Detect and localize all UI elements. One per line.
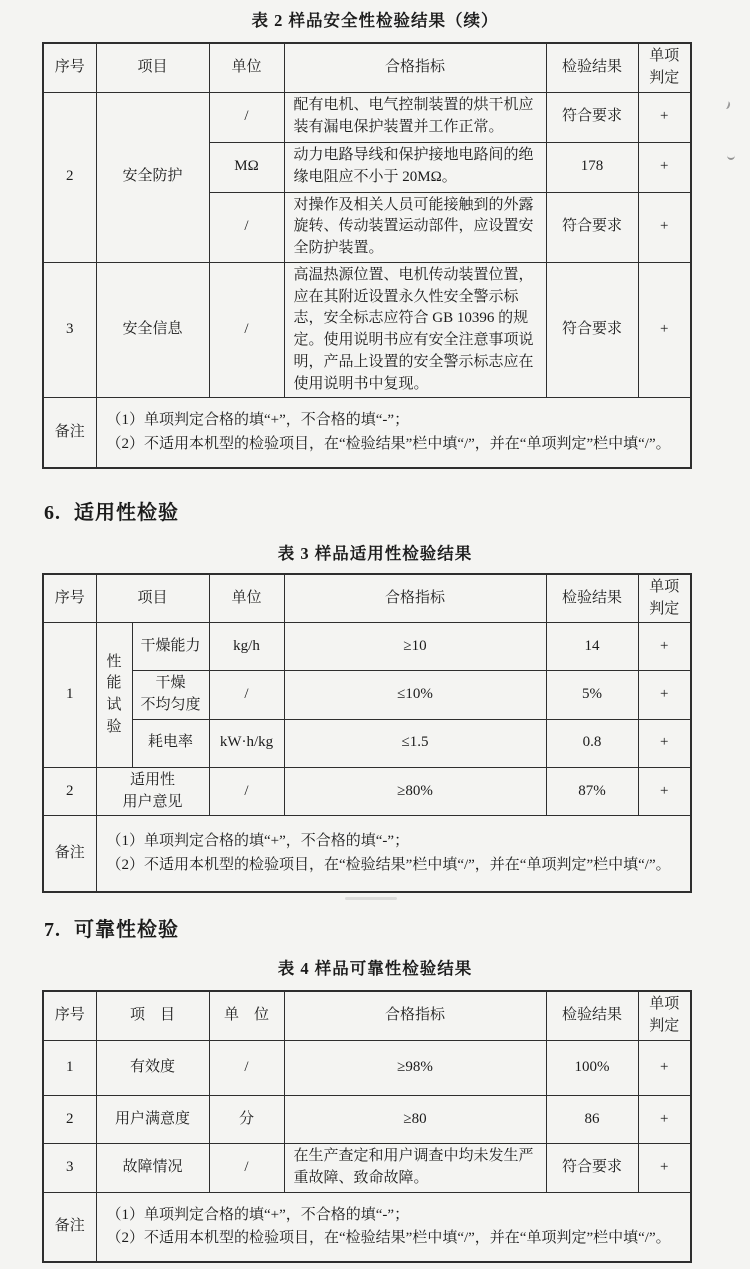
table-row: [43, 1144, 691, 1193]
table-row: [43, 92, 691, 142]
t3-notes: [96, 816, 691, 892]
scan-artifact: [727, 151, 735, 160]
t2-row2a-result: 符合要求: [546, 92, 638, 142]
t4-row3-judgement: +: [638, 1144, 691, 1193]
t4-row2-unit: 分: [209, 1096, 284, 1144]
t2-header-result: 检验结果: [546, 43, 638, 92]
t2-row2a-judgement: +: [638, 92, 691, 142]
section-6-number: 6.: [44, 501, 61, 524]
item-line-2: 不均匀度: [140, 697, 201, 713]
t3-row1b-judgement: +: [638, 671, 691, 720]
t2-header-no: 序号: [43, 43, 96, 92]
t2-row2c-judgement: +: [638, 192, 691, 262]
t2-row3-result: 符合要求: [546, 262, 638, 398]
t2-row2-no: 2: [43, 92, 96, 262]
t3-row2-item: [96, 767, 209, 816]
t4-row2-judgement: +: [638, 1096, 691, 1144]
reliability-table: [42, 990, 692, 1264]
t2-header-item: 项目: [96, 43, 209, 92]
section-6-heading: [44, 496, 750, 525]
t3-header-unit: 单位: [209, 574, 284, 623]
t3-header-judgement: 单项判定: [638, 574, 691, 623]
table-row: [43, 767, 691, 816]
notes-row: [43, 816, 691, 892]
t4-row3-result: 符合要求: [546, 1144, 638, 1193]
t2-row2c-criteria: 对操作及相关人员可能接触到的外露旋转、传动装置运动部件，应设置安全防护装置。: [284, 192, 546, 262]
notes-row: [43, 1192, 691, 1262]
t4-row1-unit: /: [209, 1041, 284, 1096]
notes-row: [43, 398, 691, 468]
t2-row2b-judgement: +: [638, 142, 691, 192]
t3-row1a-unit: kg/h: [209, 623, 284, 671]
note-line-1: （1）单项判定合格的填“+”，不合格的填“-”；: [106, 412, 410, 429]
t3-row1c-unit: kW·h/kg: [209, 719, 284, 767]
section-7-heading: [44, 913, 750, 942]
t3-row1b-criteria: ≤10%: [284, 671, 546, 720]
t2-row2c-unit: /: [209, 192, 284, 262]
t2-row2b-unit: MΩ: [209, 142, 284, 192]
t4-row2-item: 用户满意度: [96, 1096, 209, 1144]
t4-row1-criteria: ≥98%: [284, 1041, 546, 1096]
t3-row1a-result: 14: [546, 623, 638, 671]
t3-group1-no: 1: [43, 623, 96, 768]
table-row: [43, 671, 691, 720]
t2-header-unit: 单位: [209, 43, 284, 92]
t2-row2b-criteria: 动力电路导线和保护接地电路间的绝缘电阻应不小于 20MΩ。: [284, 142, 546, 192]
safety-table: [42, 42, 692, 469]
t3-row1a-criteria: ≥10: [284, 623, 546, 671]
t4-row2-result: 86: [546, 1096, 638, 1144]
t3-row1c-result: 0.8: [546, 719, 638, 767]
t4-header-unit: 单 位: [209, 991, 284, 1041]
item-line-1: 干燥能力: [140, 637, 201, 654]
table2-title: 表 2 样品安全性检验结果（续）: [251, 11, 499, 30]
t4-header-judgement: 单项判定: [638, 991, 691, 1041]
item-line-1: 耗电率: [148, 734, 194, 751]
t3-row1a-item: [132, 623, 209, 671]
t2-row2a-unit: /: [209, 92, 284, 142]
t4-header-no: 序号: [43, 991, 96, 1041]
note-line-1: （1）单项判定合格的填“+”，不合格的填“-”；: [106, 833, 410, 850]
scan-artifact: [723, 100, 731, 109]
table-row: [43, 719, 691, 767]
t3-notes-label: 备注: [43, 816, 96, 892]
t4-notes: [96, 1192, 691, 1262]
note-line-2: （2）不适用本机型的检验项目，在“检验结果”栏中填“/”，并在“单项判定”栏中填“/”。: [106, 1230, 671, 1246]
t2-row2a-criteria: 配有电机、电气控制装置的烘干机应装有漏电保护装置并工作正常。: [284, 92, 546, 142]
t2-row3-unit: /: [209, 262, 284, 398]
t2-row2c-result: 符合要求: [546, 192, 638, 262]
section-7-title: 可靠性检验: [74, 918, 179, 941]
note-line-2: （2）不适用本机型的检验项目，在“检验结果”栏中填“/”，并在“单项判定”栏中填“/”。: [106, 435, 671, 452]
applicability-table: [42, 573, 692, 893]
table-row: [43, 262, 691, 398]
note-line-2: （2）不适用本机型的检验项目，在“检验结果”栏中填“/”，并在“单项判定”栏中填“/”。: [106, 856, 671, 873]
t3-row2-result: 87%: [546, 767, 638, 816]
t3-row2-unit: /: [209, 767, 284, 816]
t3-row1c-criteria: ≤1.5: [284, 719, 546, 767]
item-line-1: 干燥: [155, 675, 186, 692]
note-line-1: （1）单项判定合格的填“+”，不合格的填“-”；: [106, 1206, 410, 1223]
t2-notes-label: 备注: [43, 398, 96, 468]
t3-row1b-unit: /: [209, 671, 284, 720]
t3-header-no: 序号: [43, 574, 96, 623]
t4-row3-criteria: 在生产查定和用户调查中均未发生严重故障、致命故障。: [284, 1144, 546, 1193]
t2-row3-item: 安全信息: [96, 262, 209, 398]
t3-row1a-judgement: +: [638, 623, 691, 671]
t3-row1c-judgement: +: [638, 719, 691, 767]
t2-row3-judgement: +: [638, 262, 691, 398]
t3-row2-no: 2: [43, 767, 96, 816]
t3-header-criteria: 合格指标: [284, 574, 546, 623]
section-6-title: 适用性检验: [74, 501, 179, 524]
table3-title: 表 3 样品适用性检验结果: [277, 543, 473, 563]
item-line-1: 适用性: [130, 771, 176, 788]
t3-group1-label: 性能试验: [96, 623, 132, 768]
t4-row1-item: 有效度: [96, 1041, 209, 1096]
t2-row2-item: 安全防护: [96, 92, 209, 262]
table-row: [43, 623, 691, 671]
t3-header-item: 项目: [96, 574, 209, 623]
t2-row3-criteria: 高温热源位置、电机传动装置位置，应在其附近设置永久性安全警示标志，安全标志应符合 GB 10396 的规定。使用说明书应有安全注意事项说明，产品上设置的安全警示标志应在使用说明书中复现。: [284, 262, 546, 398]
t4-row2-no: 2: [43, 1096, 96, 1144]
item-line-2: 用户意见: [122, 793, 183, 810]
table-row: [43, 1041, 691, 1096]
table4-title: 表 4 样品可靠性检验结果: [277, 958, 473, 978]
t4-row1-no: 1: [43, 1041, 96, 1096]
t2-header-judgement: 单项判定: [638, 43, 691, 92]
table-row: [43, 1096, 691, 1144]
t4-row1-result: 100%: [546, 1041, 638, 1096]
t4-header-criteria: 合格指标: [284, 991, 546, 1041]
t2-row3-no: 3: [43, 262, 96, 398]
t2-header-criteria: 合格指标: [284, 43, 546, 92]
t2-notes: [96, 398, 691, 468]
t2-row2b-result: 178: [546, 142, 638, 192]
t4-row3-item: 故障情况: [96, 1144, 209, 1193]
t3-row1b-result: 5%: [546, 671, 638, 720]
scan-artifact: [345, 897, 397, 900]
t3-row2-judgement: +: [638, 767, 691, 816]
t4-header-item: 项 目: [96, 991, 209, 1041]
t3-row2-criteria: ≥80%: [284, 767, 546, 816]
section-7-number: 7.: [44, 918, 61, 941]
t4-row3-no: 3: [43, 1144, 96, 1193]
t3-header-result: 检验结果: [546, 574, 638, 623]
t4-row1-judgement: +: [638, 1041, 691, 1096]
t4-row3-unit: /: [209, 1144, 284, 1193]
t4-row2-criteria: ≥80: [284, 1096, 546, 1144]
t3-row1c-item: [132, 719, 209, 767]
t3-row1b-item: [132, 671, 209, 720]
t4-notes-label: 备注: [43, 1192, 96, 1262]
t4-header-result: 检验结果: [546, 991, 638, 1041]
